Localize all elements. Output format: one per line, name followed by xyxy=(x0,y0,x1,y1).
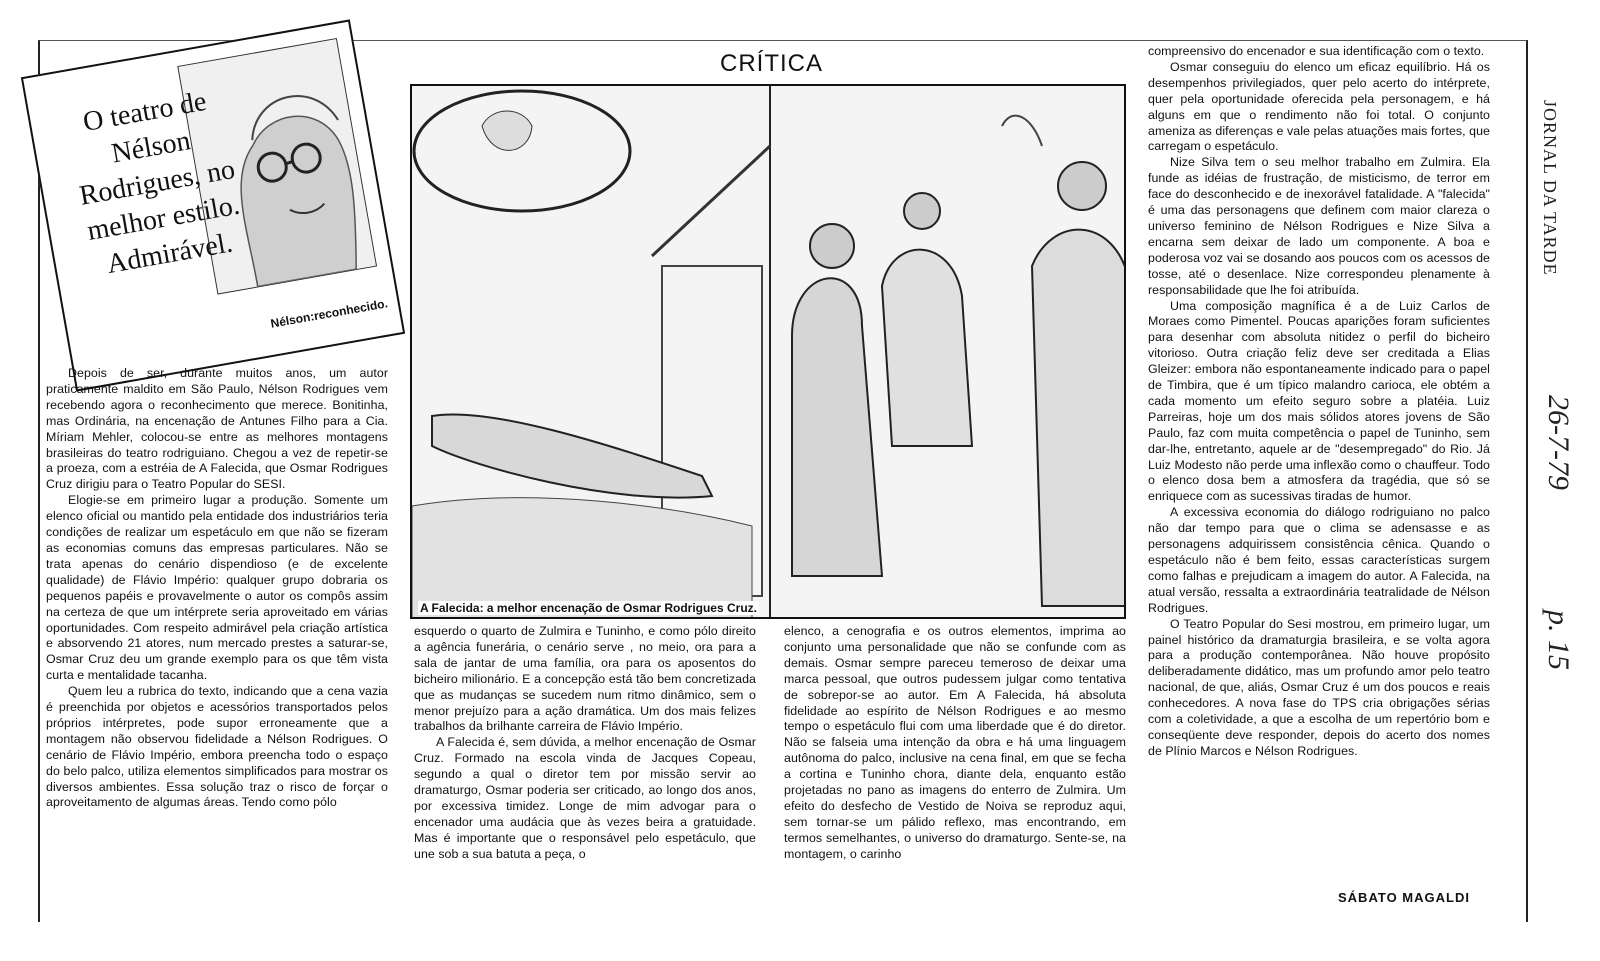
paragraph: A excessiva economia do diálogo rodriguiano no palco não dar tempo para que o clima se adensasse e as personagens adquirissem consistência cênica. Quando o espetáculo não é bem feito, essas características surgem como falhas e prejudicam a imagem do autor. A Falecida, na atual versão, ressalta a extraordinária teatralidade de Nélson Rodrigues. xyxy=(1148,505,1490,615)
newspaper-name: JORNAL DA TARDE xyxy=(1540,100,1560,276)
handwritten-date: 26-7-79 xyxy=(1542,395,1575,490)
paragraph: Uma composição magnífica é a de Luiz Carlos de Moraes como Pimentel. Poucas aparições foram suficientes para desenhar com absoluta nitidez o perfil do bicheiro vitorioso. Outra criação feliz deve ser creditada a Elias Gleizer: embora não espontaneamente indicado para o papel de Timbira, que é um típico malandro carioca, ele obtém a cada momento um efeito seguro sobre a platéia. Luiz Parreiras, hoje um dos mais sólidos atores jovens de São Paulo, faz com muita competência o papel de Tuninho, sem dar-lhe, entretanto, aquele ar de "desempregado" do Rio. Já Luiz Modesto não perde uma inflexão como o chauffeur. Todo o elenco dosa bem a atmosfera da tragédia, que só se enriquece com as sucessivas tiradas de humor. xyxy=(1148,298,1490,504)
column-4 xyxy=(1148,44,1490,760)
column-2 xyxy=(414,624,756,863)
paragraph: Depois de ser, durante muitos anos, um autor praticamente maldito em São Paulo, Nélson Rodrigues vem recebendo agora o reconhecimento que merece. Bonitinha, mas Ordinária, na encenação de Antunes Filho para a Cia. Míriam Mehler, colocou-se entre as melhores montagens brasileiras do teatro rodriguiano. Chegou a vez de repetir-se a proeza, com a estréia de A Falecida, que Osmar Rodrigues Cruz dirigiu para o Teatro Popular do SESI. xyxy=(46,366,388,492)
section-title: CRÍTICA xyxy=(720,50,823,77)
paragraph: O Teatro Popular do Sesi mostrou, em primeiro lugar, um painel histórico da dramaturgia brasileira, e se volta agora para a produção contemporânea. Não houve propósito deliberadamente didático, mas um profundo amor pelo teatro nacional, de que, aliás, Osmar Cruz é um dos poucos e reais conhecedores. A nova fase do TPS cria obrigações sérias com a coletividade, a que a escolha de um repertório bom e conseqüente deve responder, depois do acerto dos nomes de Plínio Marcos e Nélson Rodrigues. xyxy=(1148,616,1490,758)
portrait-caption: Nélson:reconhecido. xyxy=(269,296,389,331)
paragraph: A Falecida é, sem dúvida, a melhor encenação de Osmar Cruz. Formado na escola vinda de Jacques Copeau, segundo a qual o diretor tem por missão servir ao dramaturgo, Osmar poderia ser criticado, ao longo dos anos, por excessiva timidez. Longe de mim advogar para o encenador uma audácia que às vezes beira a gratuidade. Mas é importante que o responsável pelo espetáculo, que une sob a sua batuta a peça, o xyxy=(414,735,756,861)
column-3 xyxy=(784,624,1126,863)
paragraph: Osmar conseguiu do elenco um eficaz equilíbrio. Há os desempenhos privilegiados, quer pelo acerto do intérprete, quer pela oportunidade oferecida pela personagem, e há alguns em que o rendimento não foi total. O conjunto ameniza as diferenças e vale pelas atuações mais fortes, que carregam o espetáculo. xyxy=(1148,59,1490,154)
handwritten-page: p. 15 xyxy=(1542,610,1575,670)
paragraph: Elogie-se em primeiro lugar a produção. Somente um elenco oficial ou mantido pela entidade dos industriários teria condições de realizar um espetáculo em que não se fizeram as economias comuns das empresas particulares. Não se trata apenas do cenário dispendioso (e de excelente qualidade) de Flávio Império: qualquer grupo dobraria os pequenos papéis e provavelmente o autor os compôs assim na certeza de que um intérprete seria aproveitado em várias oportunidades. Com respeito admirável pela criação artística e absorvendo 21 atores, num mercado prestes a saturar-se, Osmar Cruz deu um grande exemplo para os que têm vista curta e mentalidade tacanha. xyxy=(46,493,388,683)
stage-photo xyxy=(410,84,1126,619)
byline: SÁBATO MAGALDI xyxy=(1338,890,1470,905)
paragraph: compreensivo do encenador e sua identificação com o texto. xyxy=(1148,44,1485,58)
paragraph: esquerdo o quarto de Zulmira e Tuninho, e como pólo direito a agência funerária, o cenário serve , no meio, ora para a sala de jantar de uma família, ora para os aposentos do bicheiro milionário. E a concepção está tão bem concretizada que as mudanças se sucedem num ritmo dinâmico, sem o menor prejuízo para a ação dramática. Um dos mais felizes trabalhos da brilhante carreira de Flávio Império. xyxy=(414,624,756,734)
headline-box xyxy=(21,19,405,391)
paragraph: elenco, a cenografia e os outros elementos, imprima ao conjunto uma personalidade que não se confunde com as demais. Osmar sempre pareceu temeroso de deixar uma marca pessoal, que outros pudessem julgar como tentativa de sobrepor-se ao autor. Em A Falecida, há absoluta fidelidade ao espírito de Nélson Rodrigues e ao mesmo tempo o espetáculo flui com uma liberdade que é do diretor. Não se falseia uma intenção da obra e há uma linguagem autônoma do palco, inclusive na cena final, em que se fecha a cortina e Tuninho chora, diante dela, enquanto estão projetadas no pano as imagens do enterro de Zulmira. Um efeito do desfecho de Vestido de Noiva se reproduz aqui, sem tornar-se um pálido reflexo, mas encontrando, em termos semelhantes, o universo do dramaturgo. Sente-se, na montagem, o carinho xyxy=(784,624,1126,861)
column-1 xyxy=(46,366,388,811)
paragraph: Nize Silva tem o seu melhor trabalho em Zulmira. Ela funde as idéias de frustração, de misticismo, de terror em face do desconhecido e de inexorável fatalidade. A "falecida" é uma das personagens que definem com maior clareza o universo feminino de Nélson Rodrigues e Nize Silva a encarna sem deixar de lado um componente. A boa e poderosa voz vai se dosando aos poucos com os acessos de tosse, até o desenlace. Nize correspondeu plenamente à responsabilidade que lhe foi atribuída. xyxy=(1148,155,1490,297)
photo-caption: A Falecida: a melhor encenação de Osmar Rodrigues Cruz. xyxy=(420,601,757,615)
headline: O teatro de Nélson Rodrigues, no melhor estilo. Admirável. xyxy=(77,85,242,281)
paragraph: Quem leu a rubrica do texto, indicando que a cena vazia é preenchida por objetos e acessórios transportados pelos próprios intérpretes, pode supor erroneamente que a montagem não observou fidelidade a Nélson Rodrigues. O cenário de Flávio Império, embora preencha todo o espaço do belo palco, utiliza elementos simplificados para mostrar os diversos ambientes. Essa solução traz o risco de forçar o aproveitamento de algumas áreas. Tendo como pólo xyxy=(46,684,388,810)
